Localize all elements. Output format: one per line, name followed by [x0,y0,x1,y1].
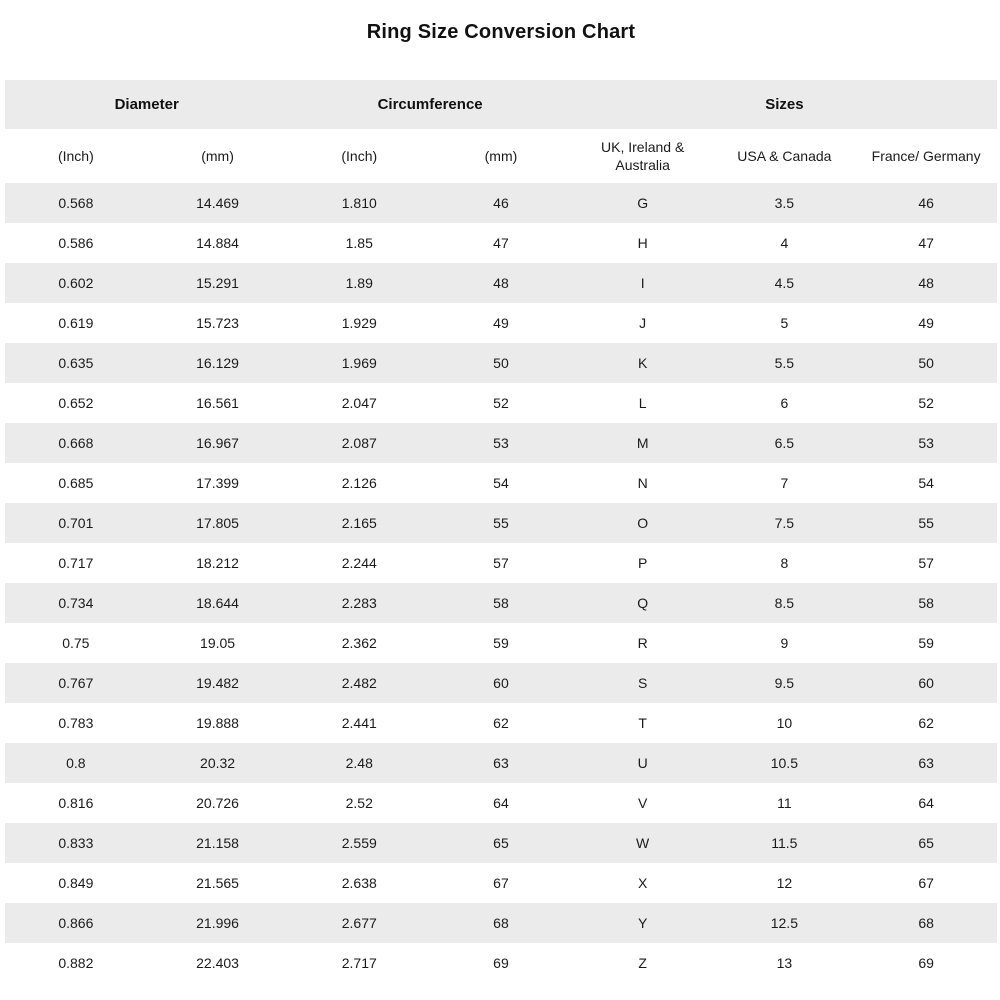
table-cell: 0.602 [5,263,147,303]
table-cell: 2.047 [288,383,430,423]
table-cell: P [572,543,714,583]
table-cell: 6.5 [714,423,856,463]
table-cell: 55 [430,503,572,543]
table-cell: Y [572,903,714,943]
table-cell: 62 [855,703,997,743]
table-row [5,183,997,223]
table-cell: 4 [714,223,856,263]
table-cell: 9 [714,623,856,663]
table-row [5,583,997,623]
table-cell: 0.619 [5,303,147,343]
table-cell: 0.833 [5,823,147,863]
table-cell: 65 [855,823,997,863]
table-cell: 63 [855,743,997,783]
table-cell: 16.129 [147,343,289,383]
table-cell: I [572,263,714,303]
table-row [5,743,997,783]
table-cell: 19.888 [147,703,289,743]
table-cell: 1.810 [288,183,430,223]
table-cell: 57 [855,543,997,583]
table-cell: 68 [430,903,572,943]
table-cell: R [572,623,714,663]
table-cell: 2.441 [288,703,430,743]
table-cell: Z [572,943,714,983]
table-row [5,343,997,383]
table-cell: 5 [714,303,856,343]
table-row [5,783,997,823]
table-cell: 19.05 [147,623,289,663]
sub-header-diameter-inch: (Inch) [5,129,147,183]
table-cell: 4.5 [714,263,856,303]
table-cell: 12 [714,863,856,903]
table-cell: 0.586 [5,223,147,263]
table-cell: 14.884 [147,223,289,263]
table-cell: 0.652 [5,383,147,423]
table-cell: 21.996 [147,903,289,943]
table-cell: 20.726 [147,783,289,823]
table-cell: 0.717 [5,543,147,583]
table-cell: 2.126 [288,463,430,503]
sub-header-france-germany: France/ Germany [855,129,997,183]
table-cell: 13 [714,943,856,983]
table-cell: 47 [855,223,997,263]
table-row [5,223,997,263]
table-cell: 10.5 [714,743,856,783]
table-cell: 49 [430,303,572,343]
table-cell: 2.559 [288,823,430,863]
table-cell: J [572,303,714,343]
table-cell: 2.677 [288,903,430,943]
table-row [5,623,997,663]
table-cell: M [572,423,714,463]
table-cell: 0.783 [5,703,147,743]
table-cell: 50 [430,343,572,383]
table-cell: 2.638 [288,863,430,903]
sub-header-uk-ireland-australia: UK, Ireland & Australia [572,129,714,183]
table-cell: 50 [855,343,997,383]
table-cell: 0.767 [5,663,147,703]
ring-size-conversion-table [5,80,997,983]
table-cell: 2.283 [288,583,430,623]
table-cell: 9.5 [714,663,856,703]
sub-header-circumference-inch: (Inch) [288,129,430,183]
table-body [5,183,997,983]
table-cell: 2.48 [288,743,430,783]
table-cell: 52 [855,383,997,423]
table-cell: 54 [430,463,572,503]
table-cell: 12.5 [714,903,856,943]
table-cell: 3.5 [714,183,856,223]
table-cell: 18.644 [147,583,289,623]
table-cell: 67 [855,863,997,903]
table-cell: O [572,503,714,543]
table-cell: 64 [430,783,572,823]
table-cell: 2.165 [288,503,430,543]
table-cell: 46 [855,183,997,223]
table-cell: 0.849 [5,863,147,903]
table-cell: 17.399 [147,463,289,503]
table-cell: 2.717 [288,943,430,983]
table-row [5,543,997,583]
table-cell: 48 [855,263,997,303]
table-row [5,423,997,463]
table-row [5,823,997,863]
table-cell: 58 [430,583,572,623]
table-cell: 2.52 [288,783,430,823]
table-row [5,503,997,543]
table-cell: 7 [714,463,856,503]
table-cell: 19.482 [147,663,289,703]
group-header-circumference: Circumference [288,80,571,129]
table-cell: 64 [855,783,997,823]
table-cell: 17.805 [147,503,289,543]
table-cell: 1.969 [288,343,430,383]
table-cell: 0.734 [5,583,147,623]
table-cell: 60 [855,663,997,703]
sub-header-diameter-mm: (mm) [147,129,289,183]
table-cell: 7.5 [714,503,856,543]
table-cell: Q [572,583,714,623]
table-cell: 0.75 [5,623,147,663]
table-cell: 57 [430,543,572,583]
table-cell: 69 [430,943,572,983]
table-cell: 0.701 [5,503,147,543]
table-cell: 2.362 [288,623,430,663]
table-cell: 62 [430,703,572,743]
table-cell: 2.087 [288,423,430,463]
group-header-row [5,80,997,129]
page-title: Ring Size Conversion Chart [366,21,636,43]
table-row [5,263,997,303]
table-cell: 0.668 [5,423,147,463]
table-cell: 1.89 [288,263,430,303]
table-cell: 15.723 [147,303,289,343]
table-cell: 21.158 [147,823,289,863]
table-cell: G [572,183,714,223]
table-cell: 14.469 [147,183,289,223]
table-row [5,903,997,943]
table-cell: 52 [430,383,572,423]
table-cell: 49 [855,303,997,343]
group-header-sizes: Sizes [572,80,997,129]
table-cell: 11 [714,783,856,823]
table-cell: 46 [430,183,572,223]
table-cell: 10 [714,703,856,743]
table-cell: U [572,743,714,783]
table-cell: 0.882 [5,943,147,983]
table-header [5,80,997,183]
table-cell: 47 [430,223,572,263]
table-cell: 58 [855,583,997,623]
table-row [5,383,997,423]
table-cell: 22.403 [147,943,289,983]
table-cell: 16.967 [147,423,289,463]
table-cell: 20.32 [147,743,289,783]
table-cell: 63 [430,743,572,783]
table-cell: 53 [430,423,572,463]
table-cell: 59 [855,623,997,663]
sub-header-row [5,129,997,183]
table-cell: 69 [855,943,997,983]
table-cell: 8 [714,543,856,583]
table-row [5,663,997,703]
sub-header-usa-canada: USA & Canada [714,129,856,183]
table-cell: 1.85 [288,223,430,263]
table-cell: 67 [430,863,572,903]
table-cell: 0.8 [5,743,147,783]
table-cell: 0.635 [5,343,147,383]
table-cell: 0.866 [5,903,147,943]
table-cell: 6 [714,383,856,423]
group-header-diameter: Diameter [5,80,288,129]
table-cell: 2.482 [288,663,430,703]
table-cell: 60 [430,663,572,703]
table-cell: 16.561 [147,383,289,423]
table-cell: 8.5 [714,583,856,623]
table-cell: 65 [430,823,572,863]
table-cell: 53 [855,423,997,463]
table-cell: 0.816 [5,783,147,823]
table-row [5,703,997,743]
table-cell: S [572,663,714,703]
table-cell: 0.568 [5,183,147,223]
table-cell: X [572,863,714,903]
table-cell: 5.5 [714,343,856,383]
table-cell: 48 [430,263,572,303]
table-cell: 15.291 [147,263,289,303]
sub-header-circumference-mm: (mm) [430,129,572,183]
table-row [5,943,997,983]
table-cell: 59 [430,623,572,663]
table-cell: L [572,383,714,423]
table-cell: 55 [855,503,997,543]
table-cell: N [572,463,714,503]
table-row [5,863,997,903]
table-cell: 18.212 [147,543,289,583]
table-cell: V [572,783,714,823]
table-cell: 11.5 [714,823,856,863]
table-cell: 1.929 [288,303,430,343]
table-row [5,463,997,503]
table-cell: 0.685 [5,463,147,503]
table-cell: 21.565 [147,863,289,903]
table-row [5,303,997,343]
table-cell: T [572,703,714,743]
table-cell: K [572,343,714,383]
table-cell: 2.244 [288,543,430,583]
table-cell: 54 [855,463,997,503]
table-cell: 68 [855,903,997,943]
table-cell: H [572,223,714,263]
table-cell: W [572,823,714,863]
